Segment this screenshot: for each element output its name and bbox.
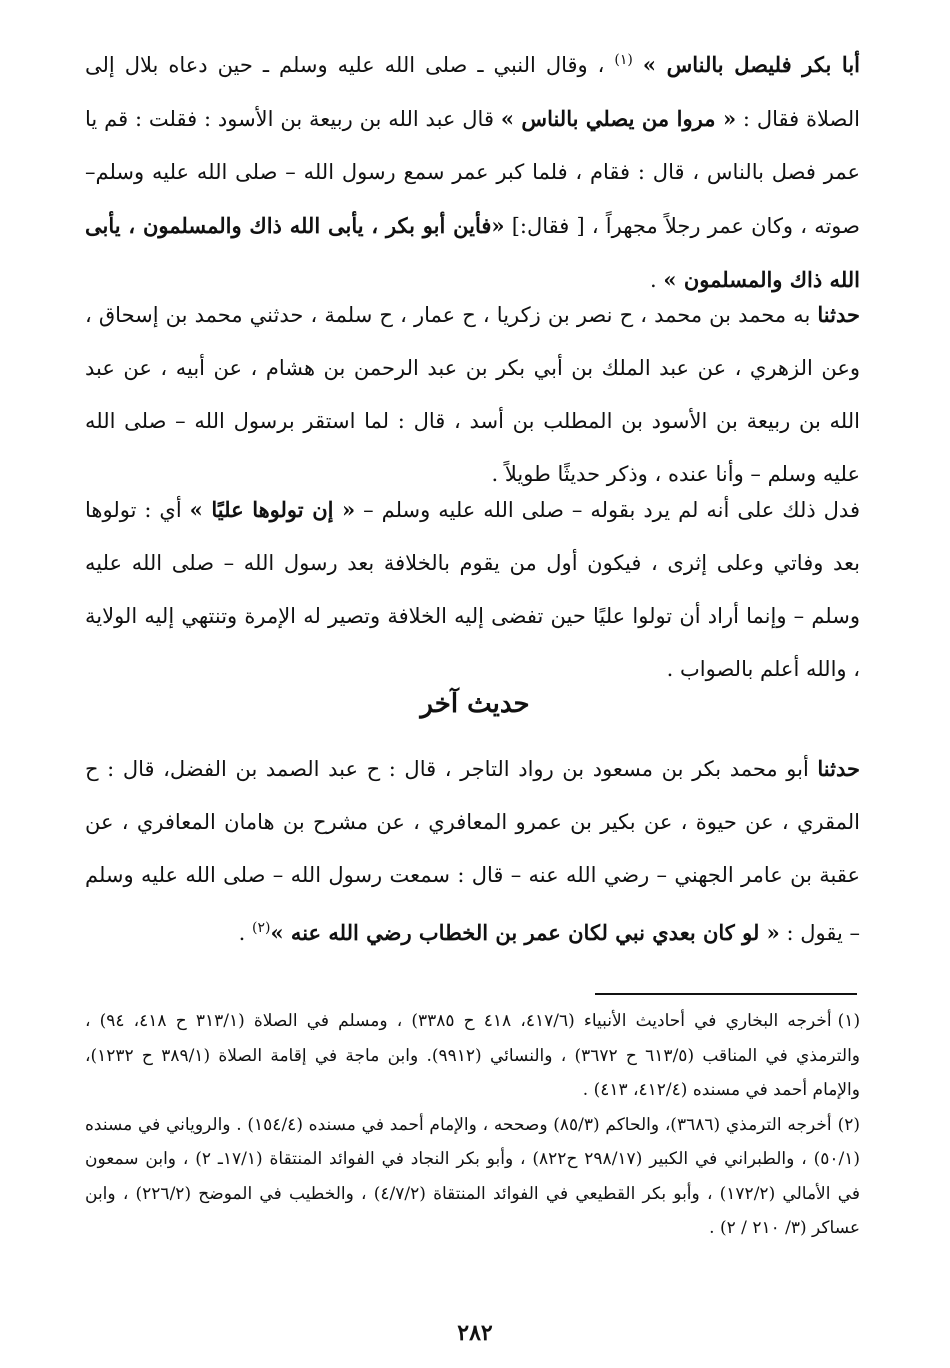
text-run: فدل ذلك على أنه لم يرد بقوله – صلى الله عليه وسلم –	[355, 498, 860, 522]
text-run: .	[238, 921, 253, 945]
footnote-divider	[595, 993, 857, 995]
footnote-2-text: أخرجه الترمذي (٣٦٨٦)، والحاكم (٨٥/٣) وصححه ، والإمام أحمد في مسنده (١٥٤/٤) . والروياني في مسنده (٥٠/١) ، والطبراني في الكبير (٢٩٨/١٧ ح٨٢٢) ، وأبو بكر النجاد في الفوائد المنتقاة (١٧/١ـ ٢) ، وابن سمعون في الأمالي (١٧٢/٢) ، وأبو بكر القطيعي في الفوائد المنتقاة (٤/٧/٢) ، والخطيب في الموضح (٢٢٦/٢) ، وابن عساكر (٣/ ٢١٠ / ٢) .	[85, 1114, 860, 1238]
footnote-1	[85, 1004, 860, 1108]
footnote-2-number: (٢)	[837, 1114, 860, 1135]
section-heading: حديث آخر	[420, 689, 530, 719]
text-run: قال عبد الله بن ربيعة بن الأسود : فقلت : قم يا عمر فصل بالناس ، قال : فقام ، فلما كبر عمر سمع رسول الله – صلى الله عليه وسلم– صوته ، وكان عمر رجلاً مجهراً ، [ فقال:]	[85, 107, 860, 238]
bold-text: أبا بكر فليصل بالناس »	[642, 52, 860, 77]
footnote-1-text: أخرجه البخاري في أحاديث الأنبياء (٤١٧/٦، ٤١٨ ح ٣٣٨٥) ، ومسلم في الصلاة (٣١٣/١ ح ٤١٨، ٩٤) ، والترمذي في المناقب (٦١٣/٥ ح ٣٦٧٢) ، والنسائي (٩٩١٢). وابن ماجة في إقامة الصلاة (٣٨٩/١ ح ١٢٣٢)، والإمام أحمد في مسنده (٤١٢/٤، ٤١٣) .	[85, 1011, 861, 1100]
text-run: به محمد بن محمد ، ح نصر بن زكريا ، ح عمار ، ح سلمة ، حدثني محمد بن إسحاق ، وعن الزهري ، عن عبد الملك بن أبي بكر بن عبد الرحمن بن هشام ، عن أبيه ، عن عبد الله بن ربيعة بن الأسود بن المطلب بن أسد ، قال : لما استقر برسول الله – صلى الله عليه وسلم – وأنا عنده ، وذكر حديثًا طويلاً .	[85, 303, 860, 486]
paragraph-4	[85, 742, 860, 960]
bold-text: « لو كان بعدي نبي لكان عمر بن الخطاب رضي الله عنه »	[270, 920, 780, 945]
bold-text: حدثنا	[817, 756, 860, 781]
footnotes	[85, 1004, 860, 1246]
bold-text: حدثنا	[817, 302, 860, 327]
paragraph-3	[85, 483, 860, 696]
text-run: .	[650, 268, 664, 292]
footnote-ref: (٢)	[252, 920, 271, 936]
footnote-1-number: (١)	[837, 1011, 861, 1031]
footnote-ref: (١)	[614, 52, 633, 68]
text-run: أي : تولوها بعد وفاتي وعلى إثرى ، فيكون أول من يقوم بالخلافة بعد رسول الله – صلى الله عليه وسلم – وإنما أراد أن تولوا عليًا حين تفضى إليه الخلافة وتصير له الإمرة وتنتهي إليه الولاية ، والله أعلم بالصواب .	[85, 498, 860, 681]
text-run: ، وقال النبي ـ صلى الله عليه وسلم ـ حين دعاه بلال إلى الصلاة فقال :	[85, 53, 860, 131]
paragraph-2	[85, 288, 860, 501]
page-number: ٢٨٢	[457, 1320, 493, 1346]
bold-text: «فأين أبو بكر ، يأبى الله ذاك والمسلمون ، يأبى الله ذاك والمسلمون »	[85, 213, 860, 292]
text-run	[633, 53, 643, 77]
paragraph-1	[85, 34, 860, 307]
footnote-2	[85, 1108, 860, 1246]
text-run: أبو محمد بكر بن مسعود بن رواد التاجر ، قال : ح عبد الصمد بن الفضل، قال : ح المقري ، عن حيوة ، عن بكير بن عمرو المعافري ، عن مشرح بن هامان المعافري ، عن عقبة بن عامر الجهني – رضي الله عنه – قال : سمعت رسول الله – صلى الله عليه وسلم – يقول :	[85, 757, 860, 945]
bold-text: « مروا من يصلي بالناس »	[500, 106, 737, 131]
bold-text: « إن تولوها عليًا »	[189, 497, 356, 522]
